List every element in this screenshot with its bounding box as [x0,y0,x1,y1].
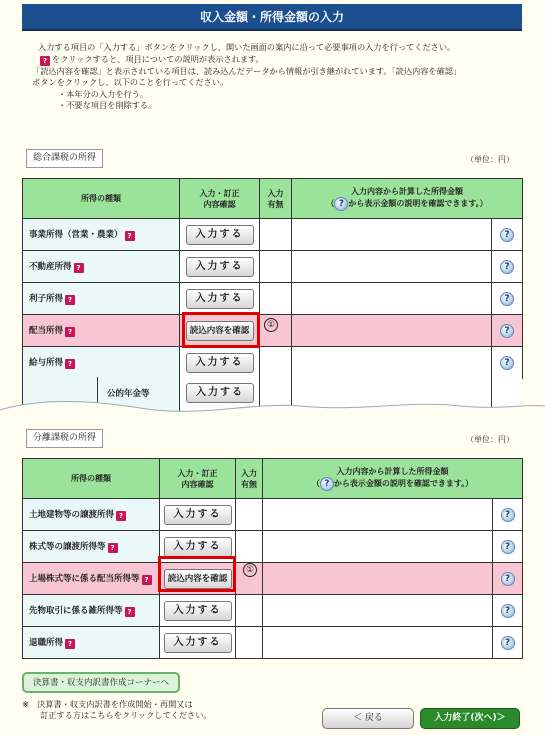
input-button[interactable]: 入力する [186,383,254,403]
help-icon[interactable]: ? [65,295,75,305]
note-mark: ※ [22,699,29,709]
help-circle-icon[interactable]: ? [500,356,514,370]
amount-cell [292,219,492,251]
torn-separator [0,396,545,428]
input-button[interactable]: 入力する [164,505,232,525]
action-cell [180,347,260,379]
entry-status-cell [236,531,263,563]
income-type-cell [23,563,160,595]
help-icon[interactable]: ? [65,639,75,649]
page-title: 収入金額・所得金額の入力 [22,4,522,31]
income-type-label: 利子所得 [29,294,64,304]
help-icon: ? [40,56,50,66]
annotation-marker: ① [264,318,278,332]
help-circle-icon: ? [320,477,334,491]
income-type-cell [23,315,180,347]
income-type-cell [23,219,180,251]
col-input: 入力・訂正 内容確認 [160,459,236,499]
entry-status-cell [260,219,292,251]
action-cell [160,595,236,627]
annotation-marker: ① [243,563,257,577]
amount-cell [292,251,492,283]
col-calc-sub: から表示金額の説明を確認できます。） [333,479,474,488]
intro-line: をクリックすると、項目についての説明が表示されます。 [52,53,264,64]
help-circle-icon[interactable]: ? [500,228,514,242]
amount-help-cell [493,563,523,595]
table-row [23,283,523,315]
highlight-box [182,312,260,348]
intro-line: 「読込内容を確認」と表示されている項目は、読み込んだデータから情報が引き継がれています。「読込内容を確認」 [32,65,462,76]
income-type-label: 配当所得 [29,326,64,336]
action-cell [180,251,260,283]
input-button[interactable]: 入力する [186,353,254,373]
table-row [23,347,523,379]
back-button[interactable]: ＜ 戻る [322,708,414,729]
amount-help-cell [493,595,523,627]
col-kind: 所得の種類 [23,459,160,499]
help-icon[interactable]: ? [65,359,75,369]
table-row [23,531,523,563]
income-type-cell [23,595,160,627]
income-type-cell [23,531,160,563]
input-button[interactable]: 入力する [164,537,232,557]
help-circle-icon[interactable]: ? [501,508,515,522]
help-circle-icon[interactable]: ? [500,292,514,306]
unit-label: （単位：円） [466,435,514,444]
input-button[interactable]: 入力する [186,257,254,277]
entry-status-cell [260,347,292,379]
help-icon[interactable]: ? [125,607,135,617]
input-button[interactable]: 入力する [164,633,232,653]
amount-cell [263,627,493,659]
income-type-label: 株式等の譲渡所得等 [29,542,106,552]
help-icon[interactable]: ? [125,231,135,241]
intro-text [32,42,518,112]
entry-status-cell [236,595,263,627]
intro-line: ・本年分の入力を行う。 [58,88,149,99]
intro-line: ボタンをクリックし、以下のことを行ってください。 [32,77,229,87]
confirm-loaded-button[interactable]: 読込内容を確認 [164,569,232,589]
help-circle-icon[interactable]: ? [501,572,515,586]
amount-help-cell [492,283,523,315]
table-row [23,563,523,595]
section-title-bunri: 分離課税の所得 [26,429,103,448]
col-calc-title: 入力内容から計算した所得金額 [336,467,449,476]
confirm-loaded-button[interactable]: 読込内容を確認 [186,321,254,341]
intro-line: ・不要な項目を削除する。 [58,100,157,110]
kessansho-corner-button[interactable]: 決算書・収支内訳書作成コーナーへ [22,672,180,693]
partial-row-label: 公的年金等 [107,389,150,399]
help-icon[interactable]: ? [142,575,152,585]
amount-cell [263,563,493,595]
table-row [23,251,523,283]
income-type-label: 上場株式等に係る配当所得等 [29,574,140,584]
income-type-label: 給与所得 [29,358,64,368]
action-cell [180,283,260,315]
input-button[interactable]: 入力する [164,601,232,621]
col-calc-sub: から表示金額の説明を確認できます。） [348,199,488,208]
entry-status-cell [236,627,263,659]
income-type-label: 事業所得（営業・農業） [29,230,123,240]
income-type-cell [23,627,160,659]
col-input: 入力・訂正 内容確認 [180,179,260,219]
amount-cell [263,499,493,531]
income-type-label: 土地建物等の譲渡所得 [29,510,115,520]
action-cell [180,219,260,251]
amount-help-cell [493,499,523,531]
help-circle-icon[interactable]: ? [501,604,515,618]
note-line: 訂正する方はこちらをクリックしてください。 [40,710,212,720]
income-type-cell [23,347,180,379]
table-row [23,627,523,659]
highlight-box [158,556,236,592]
action-cell [160,627,236,659]
bunri-table [22,458,523,659]
income-type-label: 先物取引に係る雑所得等 [29,606,123,616]
input-button[interactable]: 入力する [186,289,254,309]
help-circle-icon[interactable]: ? [501,540,515,554]
amount-cell [292,283,492,315]
footer-note [22,699,212,721]
section-title-sogo: 総合課税の所得 [26,149,103,168]
help-icon[interactable]: ? [65,327,75,337]
sogo-table [22,178,523,379]
col-calc [263,459,523,499]
action-cell [160,499,236,531]
amount-help-cell [492,251,523,283]
col-kind: 所得の種類 [23,179,180,219]
help-circle-icon[interactable]: ? [500,260,514,274]
amount-cell [263,595,493,627]
unit-label: （単位：円） [466,155,514,164]
col-calc-sub: （ [326,199,335,208]
help-icon[interactable]: ? [108,543,118,553]
col-umu: 入力 有無 [236,459,263,499]
col-calc [292,179,523,219]
intro-line: 入力する項目の「入力する」ボタンをクリックし、開いた画面の案内に沿って必要事項の入力を行ってください。 [38,42,456,52]
amount-help-cell [493,627,523,659]
help-circle-icon[interactable]: ? [500,324,514,338]
col-calc-sub: （ [311,479,320,488]
next-button[interactable]: 入力終了(次へ)＞ [420,708,520,729]
amount-help-cell [492,347,523,379]
input-button[interactable]: 入力する [186,225,254,245]
entry-status-cell [236,499,263,531]
help-icon[interactable]: ? [74,263,84,273]
income-type-cell [23,251,180,283]
income-type-label: 不動産所得 [29,262,72,272]
amount-help-cell [493,531,523,563]
table-row [23,499,523,531]
entry-status-cell [260,251,292,283]
entry-status-cell [260,283,292,315]
help-icon[interactable]: ? [116,511,126,521]
col-calc-title: 入力内容から計算した所得金額 [351,187,463,196]
table-row [23,595,523,627]
amount-help-cell [492,219,523,251]
table-row [23,219,523,251]
income-type-cell [23,499,160,531]
amount-cell [263,531,493,563]
col-umu: 入力 有無 [260,179,292,219]
note-line: 決算書・収支内訳書を作成開始・再開又は [37,699,193,709]
amount-cell [292,347,492,379]
amount-cell [292,315,492,347]
amount-help-cell [492,315,523,347]
income-type-cell [23,283,180,315]
income-type-label: 退職所得 [29,638,64,648]
help-circle-icon[interactable]: ? [501,636,515,650]
help-circle-icon: ? [334,197,348,211]
